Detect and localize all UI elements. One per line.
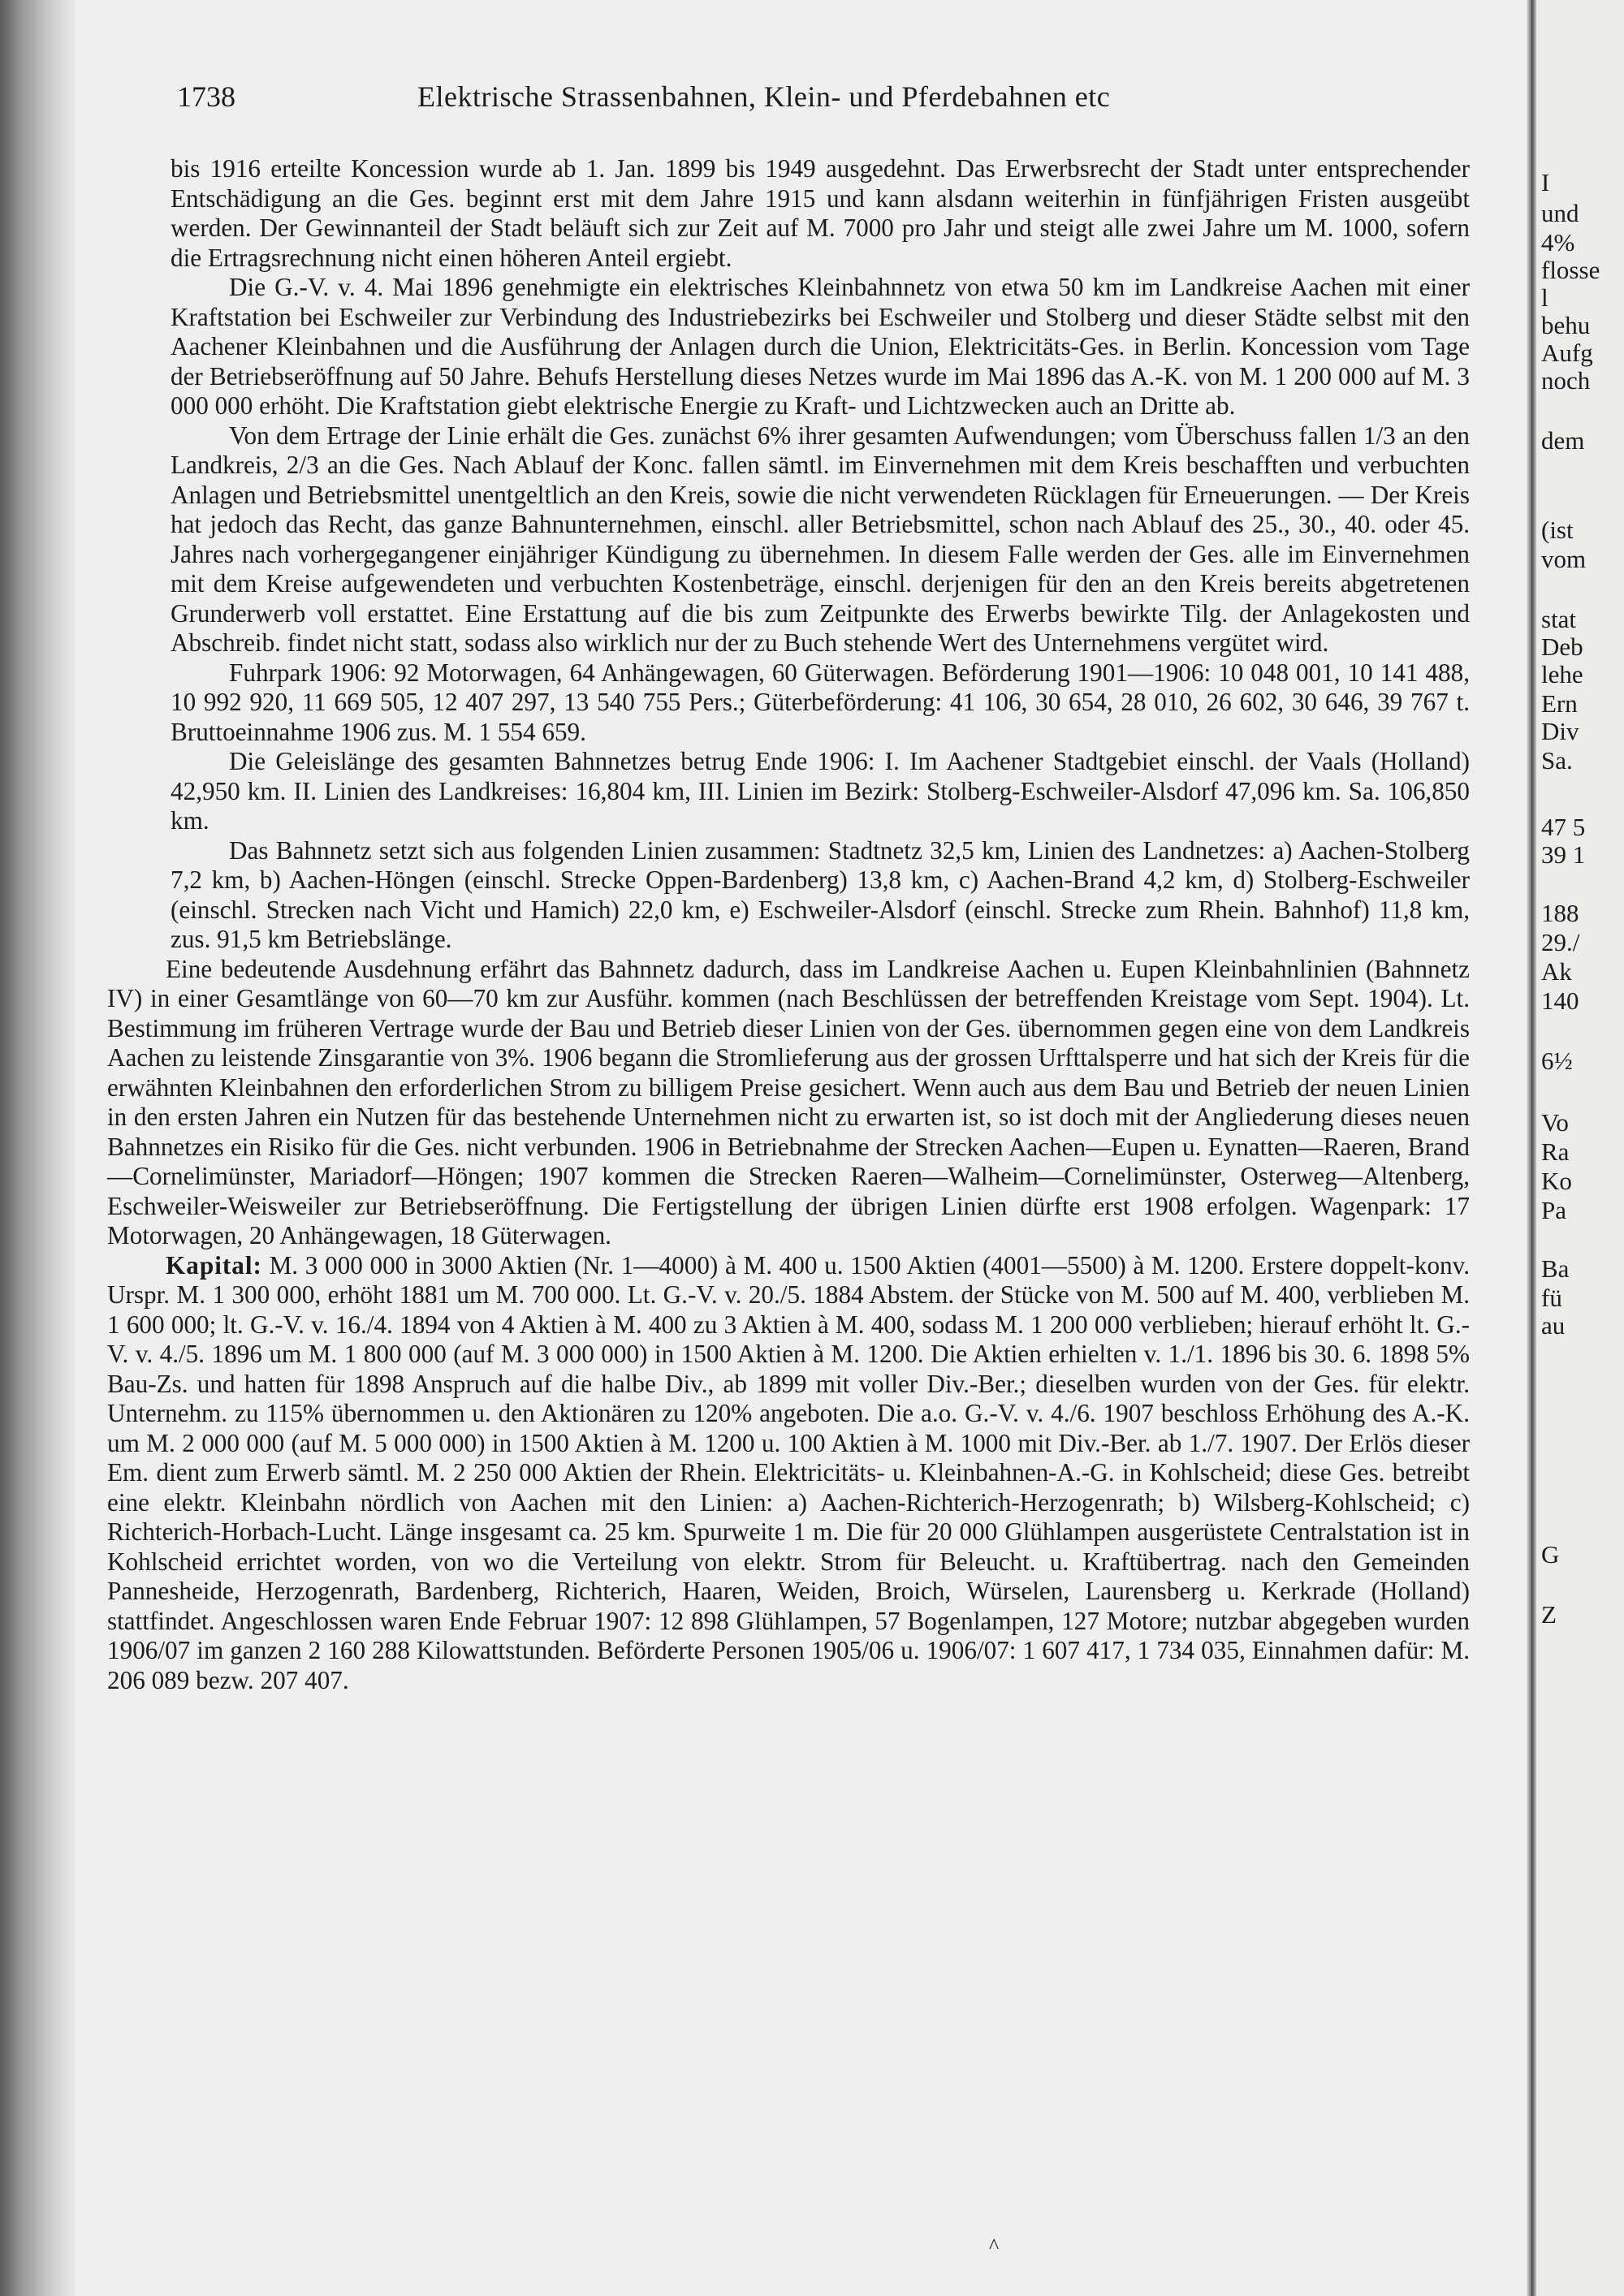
paragraph-kapital bbox=[107, 1251, 1470, 1696]
paragraph-geleislaenge: Die Geleislänge des gesamten Bahnnetzes betrug Ende 1906: I. Im Aachener Stadtgebiet einschl. der Vaals (Holland) 42,950 km. II. Linien des Landkreises: 16,804 km, III. Linien im Bezirk: Stolberg-Eschweiler-Alsdorf 47,096 km. Sa. 106,850 km. bbox=[171, 747, 1470, 835]
next-page-fragment: behu bbox=[1541, 311, 1591, 339]
next-page-fragment: 47 5 bbox=[1541, 813, 1586, 841]
running-title: Elektrische Strassenbahnen, Klein- und Pferdebahnen etc bbox=[417, 80, 1111, 113]
next-page-fragment: fü bbox=[1541, 1284, 1562, 1312]
next-page-fragment: Z bbox=[1541, 1600, 1557, 1629]
next-page-fragment: G bbox=[1541, 1540, 1560, 1569]
next-page-fragment: Ba bbox=[1541, 1254, 1570, 1283]
next-page-fragment: Sa. bbox=[1541, 746, 1573, 775]
paragraph-fuhrpark: Fuhrpark 1906: 92 Motorwagen, 64 Anhängewagen, 60 Güterwagen. Beförderung 1901—1906: 10 048 001, 10 141 488, 10 992 920, 11 669 505, 12 407 297, 13 540 755 Pers.; Güterbeförderung: 41 106, 30 654, 28 010, 26 602, 30 646, 39 767 t. Bruttoeinnahme 1906 zus. M. 1 554 659. bbox=[171, 658, 1470, 746]
paragraph-ausdehnung: Eine bedeutende Ausdehnung erfährt das Bahnnetz dadurch, dass im Landkreise Aachen u. Eupen Kleinbahnlinien (Bahnnetz IV) in einer Gesamtlänge von 60—70 km zur Ausführ. kommen (nach Beschlüssen der betreffenden Kreistage vom Sept. 1904). Lt. Bestimmung im früheren Vertrage wurde der Bau und Betrieb dieser Linien von der Ges. übernommen gegen eine von dem Landkreis Aachen zu leistende Zinsgarantie von 3%. 1906 begann die Stromlieferung aus der grossen Urfttalsperre und hat sich der Kreis für die erwähnten Kleinbahnen den erforderlichen Strom zu billigem Preise gesichert. Wenn auch aus dem Bau und Betrieb der neuen Linien in den ersten Jahren ein Nutzen für das bestehende Unternehmen nicht zu erwarten ist, so ist doch mit der Angliederung dieses neuen Bahnnetzes ein Risiko für die Ges. nicht verbunden. 1906 in Betriebnahme der Strecken Aachen—Eupen u. Eynatten—Raeren, Brand—Cornelimünster, Mariadorf—Höngen; 1907 kommen die Strecken Raeren—Walheim—Cornelimünster, Osterweg—Altenberg, Eschweiler-Weisweiler zur Betriebseröffnung. Die Fertigstellung der übrigen Linien dürfte erst 1908 erfolgen. Wagenpark: 17 Motorwagen, 20 Anhängewagen, 18 Güterwagen. bbox=[107, 954, 1470, 1249]
next-page-fragment: und bbox=[1541, 199, 1579, 227]
next-page-fragment: 188 bbox=[1541, 899, 1579, 927]
page-fold bbox=[1527, 0, 1536, 2296]
next-page-fragment: 4% bbox=[1541, 228, 1575, 257]
adjacent-page-edge bbox=[1536, 0, 1624, 2296]
kapital-label: Kapital: bbox=[166, 1250, 262, 1280]
next-page-fragment: I bbox=[1541, 168, 1550, 196]
kapital-text: M. 3 000 000 in 3000 Aktien (Nr. 1—4000) à M. 400 u. 1500 Aktien (4001—5500) à M. 1200. Erstere doppelt-konv. Urspr. M. 1 300 000, erhöht 1881 um M. 700 000. Lt. G.-V. v. 20./5. 1884 Abstem. der Stücke von M. 500 auf M. 400, verblieben M. 1 600 000; lt. G.-V. v. 16./4. 1894 von 4 Aktien à M. 400 zu 3 Aktien à M. 400, sodass M. 1 200 000 verblieben; hierauf erhöht lt. G.-V. v. 4./5. 1896 um M. 1 800 000 (auf M. 3 000 000) in 1500 Aktien à M. 1200. Die Aktien erhielten v. 1./1. 1896 bis 30. 6. 1898 5% Bau-Zs. und hatten für 1898 Anspruch auf die halbe Div., ab 1899 mit voller Div.-Ber.; dieselben wurden von der Ges. für elektr. Unternehm. zu 115% übernommen u. den Aktionären zu 120% angeboten. Die a.o. G.-V. v. 4./6. 1907 beschloss Erhöhung des A.-K. um M. 2 000 000 (auf M. 5 000 000) in 1500 Aktien à M. 1200 u. 100 Aktien à M. 1000 mit Div.-Ber. ab 1./7. 1907. Der Erlös dieser Em. dient zum Erwerb sämtl. M. 2 250 000 Aktien der Rhein. Elektricitäts- u. Kleinbahnen-A.-G. in Kohlscheid; diese Ges. betreibt eine elektr. Kleinbahn nördlich von Aachen mit den Linien: a) Aachen-Richterich-Herzogenrath; b) Wilsberg-Kohlscheid; c) Richterich-Horbach-Lucht. Länge insgesamt ca. 25 km. Spurweite 1 m. Die für 20 000 Glühlampen ausgerüstete Centralstation ist in Kohlscheid errichtet worden, von wo die Verteilung von elektr. Strom für Beleucht. u. Kraftübertrag. nach den Gemeinden Pannesheide, Herzogenrath, Bardenberg, Richterich, Haaren, Weiden, Broich, Würselen, Laurensberg u. Kerkrade (Holland) stattfindet. Angeschlossen waren Ende Februar 1907: 12 898 Glühlampen, 57 Bogenlampen, 127 Motore; nutzbar abgegeben wurden 1906/07 im ganzen 2 160 288 Kilowattstunden. Beförderte Personen 1905/06 u. 1906/07: 1 607 417, 1 734 035, Einnahmen dafür: M. 206 089 bezw. 207 407. bbox=[107, 1250, 1471, 1694]
next-page-fragment: Deb bbox=[1541, 632, 1583, 661]
next-page-fragment: Pa bbox=[1541, 1196, 1566, 1224]
printer-mark: ^ bbox=[989, 2234, 1000, 2258]
paragraph-ertrag: Von dem Ertrage der Linie erhält die Ges. zunächst 6% ihrer gesamten Aufwendungen; vom Überschuss fallen 1/3 an den Landkreis, 2/3 an die Ges. Nach Ablauf der Konc. fallen sämtl. im Einvernehmen mit dem Kreis beschafften und verbuchten Anlagen und Betriebsmittel unentgeltlich an den Kreis, sowie die nicht verwendeten Rücklagen für Erneuerungen. — Der Kreis hat jedoch das Recht, das ganze Bahnunternehmen, einschl. aller Betriebsmittel, schon nach Ablauf des 25., 30., 40. oder 45. Jahres nach vorhergegangener einjähriger Kündigung zu übernehmen. In diesem Falle werden der Ges. alle im Einvernehmen mit dem Kreise aufgewendeten und verbuchten Kostenbeträge, einschl. derjenigen für den an den Kreis bereits abgetretenen Grunderwerb voll erstattet. Eine Erstattung auf die bis zum Zeitpunkte des Erwerbs bewirkte Tilg. der Anlagekosten und Abschreib. findet nicht statt, sodass also wirklich nur der zu Buch stehende Wert des Unternehmens vergütet wird. bbox=[171, 421, 1470, 657]
next-page-fragment: Aufg bbox=[1541, 339, 1593, 367]
next-page-fragment: Ko bbox=[1541, 1167, 1572, 1195]
next-page-fragment: Vo bbox=[1541, 1108, 1569, 1137]
next-page-fragment: 39 1 bbox=[1541, 840, 1586, 869]
next-page-fragment: dem bbox=[1541, 426, 1585, 455]
next-page-fragment: 6½ bbox=[1541, 1047, 1573, 1075]
next-page-fragment: 140 bbox=[1541, 986, 1579, 1015]
next-page-fragment: Ra bbox=[1541, 1137, 1570, 1166]
next-page-fragment: au bbox=[1541, 1311, 1566, 1340]
paragraph-concession: bis 1916 erteilte Koncession wurde ab 1. Jan. 1899 bis 1949 ausgedehnt. Das Erwerbsrecht der Stadt unter entsprechender Entschädigung an die Ges. beginnt erst mit dem Jahre 1915 und kann alsdann weiterhin in fünfjährigen Fristen ausgeübt werden. Der Gewinnanteil der Stadt beläuft sich zur Zeit auf M. 7000 pro Jahr und steigt alle zwei Jahre um M. 1000, sofern die Ertragsrechnung nicht einen höheren Anteil ergiebt. bbox=[171, 154, 1470, 272]
next-page-fragment: stat bbox=[1541, 605, 1577, 633]
next-page-fragment: l bbox=[1541, 283, 1548, 312]
next-page-fragment: Ak bbox=[1541, 957, 1572, 986]
scan-binding-shadow bbox=[0, 0, 75, 2296]
next-page-fragment: Div bbox=[1541, 717, 1579, 745]
next-page-fragment: flosse bbox=[1541, 256, 1600, 284]
page-number: 1738 bbox=[177, 80, 235, 113]
next-page-fragment: lehe bbox=[1541, 660, 1583, 688]
next-page-fragment: vom bbox=[1541, 545, 1587, 573]
paragraph-kleinbahnnetz: Die G.-V. v. 4. Mai 1896 genehmigte ein elektrisches Kleinbahnnetz von etwa 50 km im Landkreise Aachen mit einer Kraftstation bei Eschweiler zur Verbindung des Industriebezirks bei Eschweiler und Stolberg und dieser Städte selbst mit den Aachener Kleinbahnen und die Ausführung der Anlagen durch die Union, Elektricitäts-Ges. in Berlin. Koncession vom Tage der Betriebseröffnung auf 50 Jahre. Behufs Herstellung dieses Netzes wurde im Mai 1896 das A.-K. von M. 1 200 000 auf M. 3 000 000 erhöht. Die Kraftstation giebt elektrische Energie zu Kraft- und Lichtzwecken auch an Dritte ab. bbox=[171, 273, 1470, 420]
page-header bbox=[177, 80, 1233, 128]
main-text-column bbox=[107, 154, 1471, 1695]
next-page-fragment: 29./ bbox=[1541, 928, 1580, 956]
next-page-fragment: (ist bbox=[1541, 516, 1574, 544]
next-page-fragment: Ern bbox=[1541, 689, 1578, 718]
next-page-fragment: noch bbox=[1541, 366, 1591, 395]
paragraph-bahnnetz: Das Bahnnetz setzt sich aus folgenden Linien zusammen: Stadtnetz 32,5 km, Linien des Landnetzes: a) Aachen-Stolberg 7,2 km, b) Aachen-Höngen (einschl. Strecke Oppen-Bardenberg) 13,8 km, c) Aachen-Brand 4,2 km, d) Stolberg-Eschweiler (einschl. Strecken nach Vicht und Hamich) 22,0 km, e) Eschweiler-Alsdorf (einschl. Strecke zum Rhein. Bahnhof) 11,8 km, zus. 91,5 km Betriebslänge. bbox=[171, 835, 1470, 953]
